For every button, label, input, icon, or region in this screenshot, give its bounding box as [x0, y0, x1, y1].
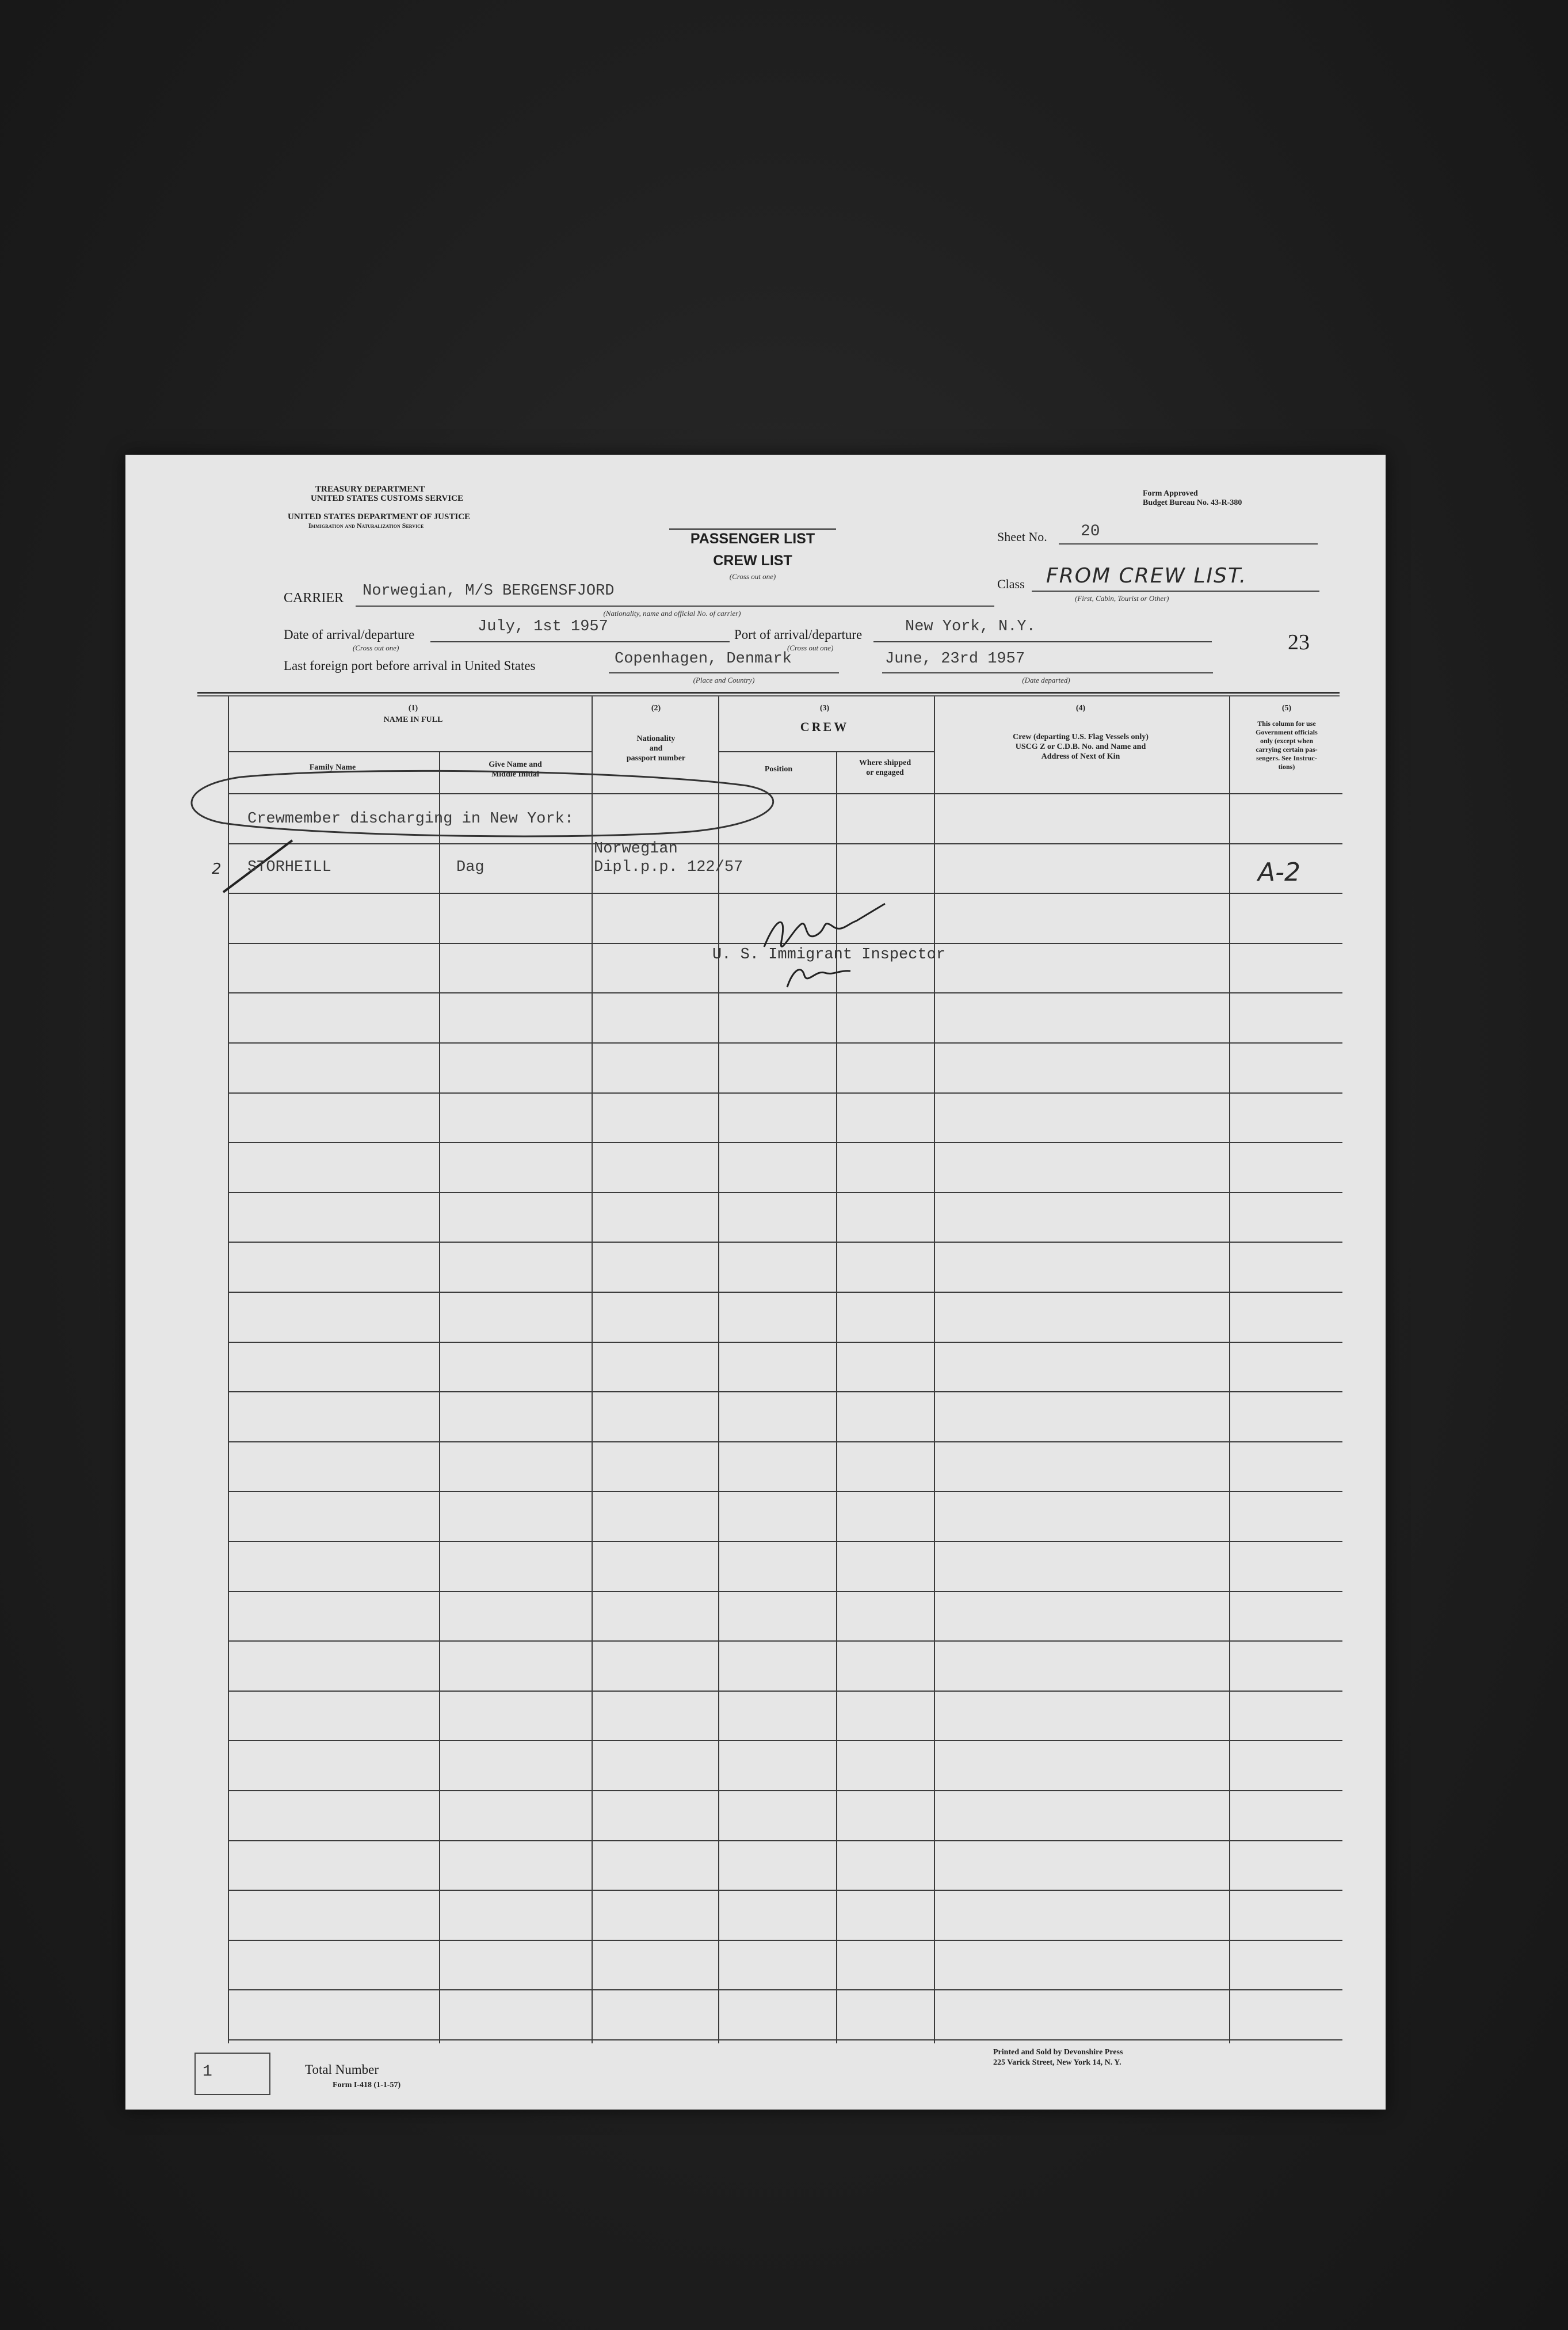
- entry-nationality-1: Norwegian: [594, 840, 678, 858]
- grid-col-line: [439, 751, 440, 2043]
- last-port-value: Copenhagen, Denmark: [615, 650, 792, 668]
- grid-col-line: [718, 696, 719, 2043]
- port-line: [873, 641, 1212, 642]
- carrier-value: Norwegian, M/S BERGENSFJORD: [363, 582, 615, 600]
- total-number-value: 1: [203, 2063, 212, 2081]
- form-number: Form I-418 (1-1-57): [333, 2081, 401, 2089]
- port-note: (Cross out one): [787, 644, 834, 652]
- last-port-note: (Place and Country): [693, 676, 755, 684]
- grid-row-line: [228, 843, 1342, 844]
- sheet-no-value: 20: [1081, 523, 1100, 540]
- class-line: [1032, 591, 1319, 592]
- col5-header-6: tions): [1278, 763, 1295, 771]
- grid-row-line: [228, 1591, 1342, 1592]
- grid-row-line: [228, 1192, 1342, 1193]
- grid-row-line: [228, 1640, 1342, 1642]
- grid-row-line: [228, 1691, 1342, 1692]
- col3-title: CREW: [800, 719, 849, 734]
- cross-out-note: (Cross out one): [729, 572, 776, 581]
- passenger-list-strikeout: [669, 528, 836, 530]
- col4-header-2: USCG Z or C.D.B. No. and Name and: [1015, 743, 1146, 751]
- ins-label: Immigration and Naturalization Service: [308, 521, 424, 530]
- entry-official-code: A-2: [1258, 858, 1300, 887]
- crew-list-title: CREW LIST: [713, 553, 792, 569]
- date-departed-value: June, 23rd 1957: [885, 650, 1025, 668]
- port-value: New York, N.Y.: [905, 618, 1036, 635]
- col4-header-3: Address of Next of Kin: [1041, 752, 1120, 761]
- justice-dept-label: UNITED STATES DEPARTMENT OF JUSTICE: [288, 512, 471, 521]
- page-number: 23: [1288, 630, 1310, 654]
- grid-row-line: [228, 1292, 1342, 1293]
- col5-number: (5): [1281, 704, 1292, 713]
- budget-bureau-label: Budget Bureau No. 43-R-380: [1143, 498, 1242, 507]
- grid-col-line: [934, 696, 935, 2043]
- entry-nationality-2: Dipl.p.p. 122/57: [594, 859, 743, 876]
- grid-row-line: [228, 1391, 1342, 1392]
- printer-line-1: Printed and Sold by Devonshire Press: [993, 2048, 1123, 2057]
- grid-row-line: [228, 1491, 1342, 1492]
- grid-row-line: [228, 1790, 1342, 1791]
- grid-row-line: [228, 1541, 1342, 1542]
- grid-row-line: [228, 1142, 1342, 1143]
- grid-row-line: [228, 1092, 1342, 1094]
- last-port-line: [609, 672, 839, 673]
- carrier-line: [356, 606, 994, 607]
- grid-row-line: [228, 1840, 1342, 1841]
- grid-row-line: [228, 1740, 1342, 1741]
- grid-col-line: [1229, 696, 1230, 2043]
- col2-header-3: passport number: [626, 754, 686, 763]
- date-note: (Cross out one): [353, 644, 399, 652]
- grid-row-line: [228, 893, 1342, 894]
- col5-header-3: only (except when: [1260, 737, 1313, 745]
- col1a-header: Family Name: [309, 763, 356, 772]
- class-label: Class: [997, 577, 1025, 591]
- col1b-header-1: Give Name and: [489, 760, 542, 769]
- entry-given-name: Dag: [456, 859, 484, 876]
- crew-list-form: [125, 455, 1386, 2110]
- col5-header-2: Government officials: [1256, 728, 1318, 736]
- col2-header-2: and: [649, 744, 663, 753]
- note-circle-annotation: [171, 768, 804, 843]
- col3a-header: Position: [764, 765, 793, 774]
- inspector-label: U. S. Immigrant Inspector: [712, 946, 946, 964]
- grid-col-line: [592, 696, 593, 2043]
- col1-title: NAME IN FULL: [383, 715, 443, 724]
- col5-header-4: carrying certain pas-: [1256, 745, 1318, 753]
- note-row-text: Crewmember discharging in New York:: [247, 810, 574, 828]
- col4-header-1: Crew (departing U.S. Flag Vessels only): [1013, 733, 1149, 741]
- col3-number: (3): [819, 704, 830, 713]
- carrier-label: CARRIER: [284, 591, 344, 606]
- entry-family-name: STORHEILL: [247, 859, 331, 876]
- grid-col-line: [228, 696, 229, 2043]
- grid-row-line: [228, 1042, 1342, 1044]
- last-port-label: Last foreign port before arrival in United States: [284, 658, 536, 673]
- passenger-list-title: PASSENGER LIST: [690, 531, 815, 547]
- col3b-header-1: Where shipped: [859, 759, 911, 767]
- port-label: Port of arrival/departure: [734, 627, 863, 642]
- customs-service-label: UNITED STATES CUSTOMS SERVICE: [311, 494, 463, 503]
- grid-row-line: [228, 1242, 1342, 1243]
- col2-number: (2): [651, 704, 661, 713]
- form-approved-label: Form Approved: [1143, 489, 1198, 498]
- grid-row-line: [228, 1890, 1342, 1891]
- grid-header-subline: [228, 751, 592, 752]
- grid-row-line: [228, 1441, 1342, 1442]
- col5-header-5: sengers. See Instruc-: [1256, 754, 1317, 762]
- col2-header-1: Nationality: [636, 734, 676, 743]
- printer-line-2: 225 Varick Street, New York 14, N. Y.: [993, 2058, 1121, 2067]
- treasury-dept-label: TREASURY DEPARTMENT: [315, 485, 425, 494]
- grid-row-line: [228, 1940, 1342, 1941]
- date-departed-note: (Date departed): [1022, 676, 1070, 684]
- class-value: FROM CREW LIST.: [1046, 564, 1247, 588]
- table-top-rule: [197, 692, 1340, 694]
- grid-row-line: [228, 1989, 1342, 1990]
- col1b-header-2: Middle Initial: [491, 770, 539, 779]
- col1-number: (1): [408, 704, 418, 713]
- col5-header-1: This column for use: [1257, 719, 1316, 728]
- date-value: July, 1st 1957: [478, 618, 608, 635]
- sheet-no-line: [1059, 543, 1318, 545]
- grid-row-line: [228, 1342, 1342, 1343]
- date-departed-line: [882, 672, 1213, 673]
- class-note: (First, Cabin, Tourist or Other): [1075, 594, 1169, 603]
- col4-number: (4): [1075, 704, 1086, 713]
- entry-tally-mark: 2: [212, 861, 222, 878]
- table-top-rule-2: [197, 695, 1340, 696]
- sheet-no-label: Sheet No.: [997, 530, 1047, 544]
- grid-row-line: [228, 2039, 1342, 2040]
- total-number-label: Total Number: [305, 2062, 379, 2077]
- carrier-note: (Nationality, name and official No. of carrier): [603, 609, 741, 618]
- grid-header-subline: [718, 751, 934, 752]
- date-label: Date of arrival/departure: [284, 627, 415, 642]
- col3b-header-2: or engaged: [866, 768, 904, 777]
- date-line: [430, 641, 730, 642]
- total-number-box: [194, 2053, 270, 2095]
